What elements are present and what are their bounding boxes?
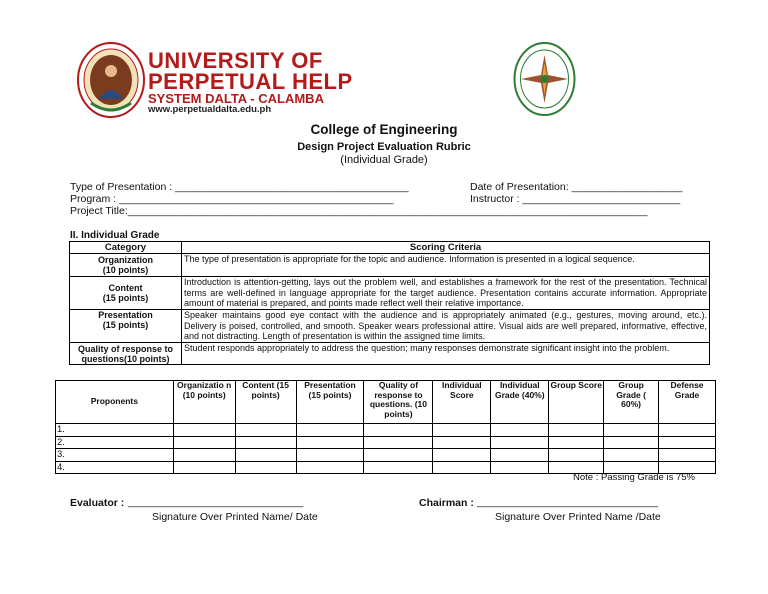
grade-cell[interactable]	[364, 424, 433, 437]
grade-header-group-score: Group Score	[549, 381, 604, 424]
rubric-row	[70, 343, 710, 365]
category-name: Presentation	[98, 310, 153, 320]
grade-header-individual-score: Individual Score	[433, 381, 491, 424]
grade-table	[55, 380, 716, 474]
date-of-presentation-field[interactable]: Date of Presentation: ___________________	[470, 181, 683, 193]
rubric-criteria: The type of presentation is appropriate for the topic and audience. Information is presented in a logical sequence.	[182, 254, 710, 277]
grade-cell[interactable]	[433, 449, 491, 462]
grade-cell[interactable]	[549, 436, 604, 449]
category-points: (15 points)	[102, 293, 149, 303]
grade-cell[interactable]	[659, 436, 716, 449]
chairman-caption: Signature Over Printed Name /Date	[495, 511, 661, 523]
instructor-field[interactable]: Instructor : ___________________________	[470, 193, 681, 205]
rubric-category	[70, 277, 182, 310]
passing-grade-note: Note : Passing Grade is 75%	[573, 472, 695, 483]
grade-cell[interactable]	[433, 424, 491, 437]
grade-cell[interactable]	[604, 424, 659, 437]
grade-cell[interactable]	[296, 424, 364, 437]
grade-header-quality: Quality of response to questions. (10 points)	[364, 381, 433, 424]
grade-cell[interactable]	[491, 424, 549, 437]
grade-cell[interactable]	[235, 436, 296, 449]
college-title: College of Engineering	[310, 122, 458, 137]
grade-header-proponents: Proponents	[56, 381, 174, 424]
table-row	[56, 424, 716, 437]
rubric-table	[69, 241, 710, 365]
proponent-number: 2.	[56, 436, 174, 449]
rubric-criteria: Student responds appropriately to address the question; many responses demonstrate significant insight into the problem.	[182, 343, 710, 365]
grade-cell[interactable]	[364, 461, 433, 474]
university-campus: SYSTEM DALTA - CALAMBA	[148, 91, 324, 106]
document-title: Design Project Evaluation Rubric	[297, 141, 471, 153]
college-seal-icon	[513, 41, 576, 117]
grade-cell[interactable]	[173, 449, 235, 462]
grade-cell[interactable]	[604, 449, 659, 462]
category-points: (15 points)	[102, 320, 149, 330]
grade-cell[interactable]	[173, 461, 235, 474]
rubric-row	[70, 277, 710, 310]
category-points: (10 points)	[102, 265, 149, 275]
category-name: Content	[108, 283, 143, 293]
rubric-header-criteria: Scoring Criteria	[182, 242, 710, 254]
category-name: Quality of response to	[77, 343, 173, 354]
grade-header-individual-grade: Individual Grade (40%)	[491, 381, 549, 424]
grade-cell[interactable]	[296, 449, 364, 462]
rubric-category	[70, 343, 182, 365]
grade-header-group-grade: Group Grade ( 60%)	[604, 381, 659, 424]
grade-cell[interactable]	[235, 449, 296, 462]
proponent-number: 1.	[56, 424, 174, 437]
rubric-criteria: Speaker maintains good eye contact with the audience and is appropriately animated (e.g., gestures, moving around, etc.). Delivery is poised, controlled, and smooth. Speaker wears professional attire. Visual aids are well prepared, informative, effective, and not distracting. Length of presentation is within the assigned time limits.	[182, 310, 710, 343]
program-field[interactable]: Program : _______________________________________________	[70, 193, 394, 205]
grade-cell[interactable]	[659, 449, 716, 462]
grade-cell[interactable]	[549, 449, 604, 462]
chairman-signature-line[interactable]: _______________________________	[477, 496, 659, 508]
grade-header-defense-grade: Defense Grade	[659, 381, 716, 424]
rubric-criteria: Introduction is attention-getting, lays out the problem well, and establishes a framework for the rest of the presentation. Technical terms are well-defined in language appropriate for the target audience. Presentation contains accurate information. Appropriate amount of material is prepared, and points made reflect well their relative importance.	[182, 277, 710, 310]
grade-header-content: Content (15 points)	[235, 381, 296, 424]
rubric-category	[70, 254, 182, 277]
project-title-field[interactable]: Project Title:_________________________________________________________________________________________	[70, 205, 648, 217]
grade-header-presentation: Presentation (15 points)	[296, 381, 364, 424]
grade-cell[interactable]	[433, 436, 491, 449]
grade-cell[interactable]	[364, 449, 433, 462]
grade-cell[interactable]	[491, 436, 549, 449]
rubric-row	[70, 254, 710, 277]
document-subtitle: (Individual Grade)	[340, 154, 428, 166]
university-name-line2: PERPETUAL HELP	[148, 69, 353, 94]
evaluator-label: Evaluator :	[70, 497, 125, 509]
grade-cell[interactable]	[296, 436, 364, 449]
grade-header-row	[56, 381, 716, 424]
rubric-category	[70, 310, 182, 343]
rubric-header-category: Category	[70, 242, 182, 254]
university-name-line1: UNIVERSITY OF	[148, 48, 323, 73]
table-row	[56, 449, 716, 462]
rubric-row	[70, 310, 710, 343]
grade-cell[interactable]	[604, 436, 659, 449]
grade-header-organization: Organizatio n (10 points)	[173, 381, 235, 424]
grade-cell[interactable]	[491, 461, 549, 474]
university-seal-icon	[77, 41, 145, 119]
evaluator-signature-line[interactable]: ______________________________	[128, 496, 304, 508]
grade-cell[interactable]	[235, 461, 296, 474]
grade-cell[interactable]	[433, 461, 491, 474]
grade-cell[interactable]	[491, 449, 549, 462]
grade-cell[interactable]	[549, 424, 604, 437]
proponent-number: 4.	[56, 461, 174, 474]
category-points: questions(10 points)	[81, 353, 170, 364]
grade-cell[interactable]	[235, 424, 296, 437]
evaluator-caption: Signature Over Printed Name/ Date	[152, 511, 318, 523]
chairman-label: Chairman :	[419, 497, 474, 509]
type-of-presentation-field[interactable]: Type of Presentation : ________________________________________	[70, 181, 409, 193]
section-title: II. Individual Grade	[70, 230, 160, 241]
rubric-header-row	[70, 242, 710, 254]
grade-cell[interactable]	[173, 436, 235, 449]
university-website: www.perpetualdalta.edu.ph	[148, 104, 272, 115]
table-row	[56, 436, 716, 449]
grade-cell[interactable]	[173, 424, 235, 437]
grade-cell[interactable]	[659, 424, 716, 437]
category-name: Organization	[97, 255, 153, 265]
grade-cell[interactable]	[296, 461, 364, 474]
grade-cell[interactable]	[364, 436, 433, 449]
proponent-number: 3.	[56, 449, 174, 462]
